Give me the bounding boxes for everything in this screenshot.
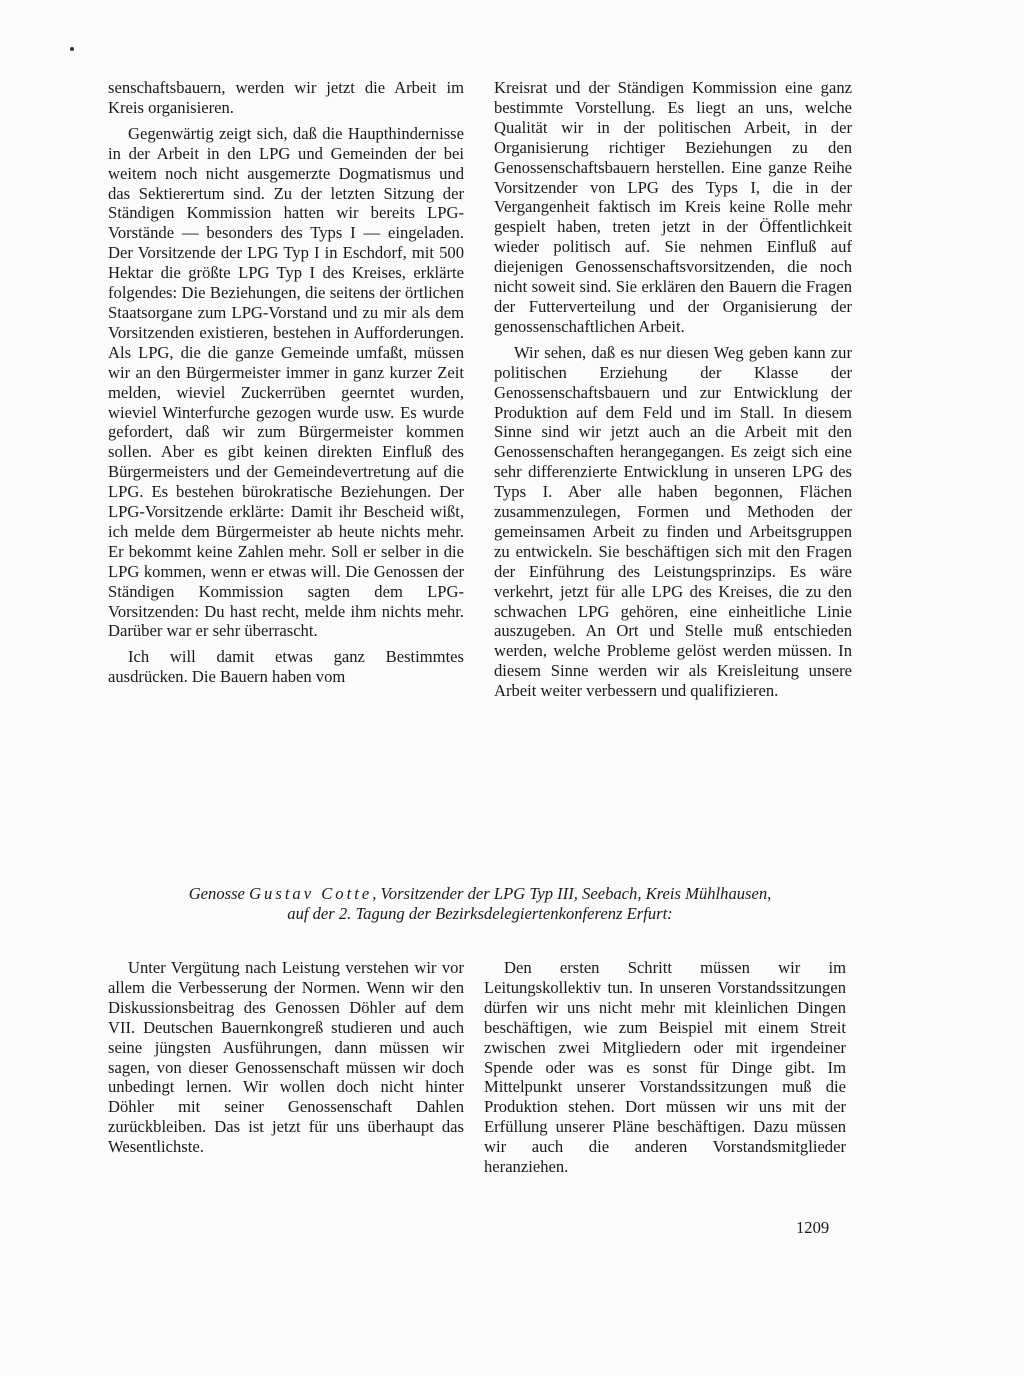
speaker-heading-line-1 (100, 884, 860, 904)
ink-dot (70, 47, 74, 51)
speaker-heading-line-2: auf der 2. Tagung der Bezirksdelegiertenkonferenz Erfurt: (287, 904, 673, 923)
top-right-column (494, 78, 852, 701)
top-left-column (108, 78, 464, 687)
paragraph: Unter Vergütung nach Leistung verstehen wir vor allem die Verbesserung der Normen. Wenn wir den Diskussionsbeitrag des Genossen Döhler auf dem VII. Deutschen Bauernkongreß studieren und auch seine jüngsten Ausführungen, dann müssen wir sagen, von dieser Genossenschaft müssen wir doch unbedingt lernen. Wir wollen doch nicht hinter Döhler mit seiner Genossenschaft Dahlen zurückbleiben. Das ist jetzt für uns überhaupt das Wesentlichste. (108, 958, 464, 1157)
paragraph: Gegenwärtig zeigt sich, daß die Haupthindernisse in der Arbeit in den LPG und Gemeinden der bei weitem noch nicht ausgemerzte Dogmatismus und das Sektierertum sind. Zu der letzten Sitzung der Ständigen Kommission hatten wir bereits LPG-Vorstände — besonders des Typs I — eingeladen. Der Vorsitzende der LPG Typ I in Eschdorf, mit 500 Hektar die größte LPG Typ I des Kreises, erklärte folgendes: Die Beziehungen, die seitens der örtlichen Staatsorgane zum LPG-Vorstand und zu mir als dem Vorsitzenden existieren, bestehen in Aufforderungen. Als LPG, die die ganze Gemeinde umfaßt, müssen wir an den Bürgermeister immer in ganz kurzer Zeit melden, wieviel Zuckerrüben geerntet wurden, wieviel Winterfurche gezogen wurde usw. Es wurde gefordert, daß wir zum Bürgermeister kommen sollen. Aber es gibt keinen direkten Einfluß des Bürgermeisters und der Gemeindevertretung auf die LPG. Es bestehen bürokratische Beziehungen. Der LPG-Vorsitzende erklärte: Damit ihr Bescheid wißt, ich melde dem Bürgermeister ab heute nichts mehr. Er bekommt keine Zahlen mehr. Soll er selber in die LPG kommen, wenn er etwas will. Die Genossen der Ständigen Kommission sagten dem LPG-Vorsitzenden: Du hast recht, melde ihm nichts mehr. Darüber war er sehr überrascht. (108, 123, 464, 641)
paragraph: senschaftsbauern, werden wir jetzt die Arbeit im Kreis organisieren. (108, 78, 464, 117)
paragraph: Den ersten Schritt müssen wir im Leitungskollektiv tun. In unseren Vorstandssitzungen dürfen wir uns nicht mehr mit kleinlichen Dingen beschäftigen, wie zum Beispiel mit einem Streit zwischen zwei Mitgliedern oder mit irgendeiner Spende oder was es sonst für Dinge gibt. Im Mittelpunkt unserer Vorstandssitzungen muß die Produktion stehen. Dort müssen wir uns mit der Erfüllung unserer Pläne beschäftigen. Dazu müssen wir auch die anderen Vorstandsmitglieder heranziehen. (484, 958, 846, 1177)
paragraph: Ich will damit etwas ganz Bestimmtes ausdrücken. Die Bauern haben vom (108, 647, 464, 687)
speaker-name: Gustav Cotte (249, 884, 373, 903)
paragraph: Wir sehen, daß es nur diesen Weg geben kann zur politischen Erziehung der Klasse der Genossenschaftsbauern und zur Entwicklung der Produktion auf dem Feld und im Stall. In diesem Sinne sind wir jetzt auch an die Arbeit mit den Genossenschaften herangegangen. Es zeigt sich eine sehr differenzierte Entwicklung in unseren LPG des Typs I. Aber alle haben begonnen, Flächen zusammenzulegen, Formen und Methoden der gemeinsamen Arbeit zu finden und Arbeitsgruppen zu entwickeln. Sie beschäftigen sich mit den Fragen der Einführung des Leistungsprinzips. Es wäre verkehrt, jetzt für alle LPG des Kreises, die zu den schwachen LPG gehören, eine einheitliche Linie auszugeben. An Ort und Stelle muß entschieden werden, welche Probleme gelöst werden müssen. In diesem Sinne werden wir als Kreisleitung unsere Arbeit weiter verbessern und qualifizieren. (494, 342, 852, 701)
page-number: 1209 (796, 1218, 830, 1237)
paragraph: Kreisrat und der Ständigen Kommission eine ganz bestimmte Vorstellung. Es liegt an uns, welche Qualität wir in der politischen Arbeit, in der Organisierung richtiger Beziehungen zu den Genossenschaftsbauern herstellen. Eine ganze Reihe Vorsitzender von LPG des Typs I, die in der Vergangenheit faktisch im Kreis keine Rolle mehr gespielt haben, treten jetzt in der Öffentlichkeit wieder politisch auf. Sie nehmen Einfluß auf diejenigen Genossenschaftsvorsitzenden, die noch nicht soweit sind. Sie erklären den Bauern die Fragen der Futterverteilung und der Organisierung der genossenschaftlichen Arbeit. (494, 78, 852, 336)
speaker-heading (100, 884, 860, 924)
speaker-prefix: Genosse (188, 884, 245, 903)
speaker-role: , Vorsitzender der LPG Typ III, Seebach, Kreis Mühlhausen, (372, 884, 772, 903)
bottom-left-column (108, 958, 464, 1157)
bottom-right-column (484, 958, 846, 1177)
